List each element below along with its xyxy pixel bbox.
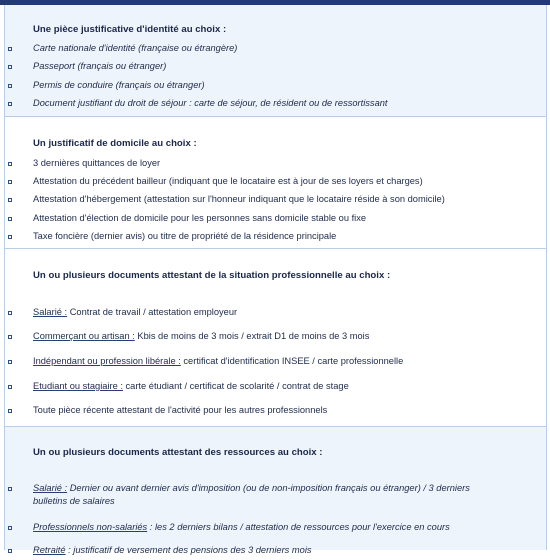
checkbox-bullet-icon	[8, 217, 12, 221]
item-text: Passeport (français ou étranger)	[33, 61, 167, 71]
checkbox-bullet-icon	[8, 162, 12, 166]
checkbox-bullet-icon	[8, 180, 12, 184]
item-text-continuation: bulletins de salaires	[33, 496, 115, 506]
list-item	[5, 97, 546, 113]
list-item	[5, 404, 546, 420]
list-item	[5, 482, 546, 510]
section-domicile	[5, 116, 546, 248]
section-heading: Un ou plusieurs documents attestant de la situation professionnelle au choix :	[33, 270, 391, 281]
item-text	[33, 521, 450, 533]
item-text	[33, 355, 403, 367]
item-text: Carte nationale d'identité (française ou étrangère)	[33, 43, 238, 53]
item-detail: Kbis de moins de 3 mois / extrait D1 de moins de 3 mois	[134, 331, 370, 341]
item-label: Retraité	[33, 545, 66, 555]
item-label: Salarié :	[33, 483, 68, 493]
checkbox-bullet-icon	[8, 65, 12, 69]
checkbox-bullet-icon	[8, 360, 12, 364]
item-label: Professionnels non-salariés	[33, 522, 148, 532]
list-item	[5, 355, 546, 371]
list-item	[5, 212, 546, 228]
checkbox-bullet-icon	[8, 335, 12, 339]
list-item	[5, 230, 546, 246]
list-item	[5, 79, 546, 95]
item-text: Permis de conduire (français ou étranger)	[33, 80, 205, 90]
list-item	[5, 157, 546, 173]
item-text: 3 dernières quittances de loyer	[33, 158, 161, 168]
list-item	[5, 544, 546, 560]
section-heading: Une pièce justificative d'identité au choix :	[33, 24, 227, 35]
item-label: Etudiant ou stagiaire :	[33, 381, 123, 391]
checkbox-bullet-icon	[8, 487, 12, 491]
item-text: Taxe foncière (dernier avis) ou titre de propriété de la résidence principale	[33, 231, 337, 241]
checkbox-bullet-icon	[8, 198, 12, 202]
document-table	[4, 5, 547, 555]
checkbox-bullet-icon	[8, 311, 12, 315]
section-resources	[5, 426, 546, 555]
item-detail: : justificatif de versement des pensions des 3 derniers mois	[65, 545, 312, 555]
item-detail: : les 2 derniers bilans / attestation de ressources pour l'exercice en cours	[147, 522, 450, 532]
item-detail: Dernier ou avant dernier avis d'imposition (ou de non-imposition français ou étranger) / 3 derniers	[67, 483, 470, 493]
section-heading: Un ou plusieurs documents attestant des ressources au choix :	[33, 447, 323, 458]
item-text: Attestation d'élection de domicile pour les personnes sans domicile stable ou fixe	[33, 213, 367, 223]
item-text	[33, 330, 369, 342]
section-identity	[5, 5, 546, 116]
list-item	[5, 175, 546, 191]
checkbox-bullet-icon	[8, 84, 12, 88]
item-label: Indépendant ou profession libérale :	[33, 356, 181, 366]
item-detail: Contrat de travail / attestation employeur	[67, 307, 238, 317]
checkbox-bullet-icon	[8, 235, 12, 239]
checkbox-bullet-icon	[8, 385, 12, 389]
item-text: Document justifiant du droit de séjour : carte de séjour, de résident ou de ressortissant	[33, 98, 388, 108]
list-item	[5, 60, 546, 76]
checkbox-bullet-icon	[8, 409, 12, 413]
list-item	[5, 42, 546, 58]
list-item	[5, 330, 546, 346]
item-text: Attestation du précédent bailleur (indiquant que le locataire est à jour de ses loyers et charges)	[33, 176, 423, 186]
item-text: Attestation d'hébergement (attestation sur l'honneur indiquant que le locataire réside à son domicile)	[33, 194, 445, 204]
item-text: Toute pièce récente attestant de l'activité pour les autres professionnels	[33, 405, 328, 415]
list-item	[5, 193, 546, 209]
item-text	[33, 306, 237, 318]
list-item	[5, 521, 546, 537]
item-text	[33, 544, 312, 556]
item-detail: certificat d'identification INSEE / carte professionnelle	[180, 356, 404, 366]
item-label: Commerçant ou artisan :	[33, 331, 135, 341]
section-professional	[5, 248, 546, 426]
item-detail: carte étudiant / certificat de scolarité / contrat de stage	[122, 381, 349, 391]
item-text	[33, 482, 470, 494]
list-item	[5, 380, 546, 396]
item-label: Salarié :	[33, 307, 68, 317]
checkbox-bullet-icon	[8, 102, 12, 106]
item-text	[33, 380, 349, 392]
list-item	[5, 306, 546, 322]
checkbox-bullet-icon	[8, 47, 12, 51]
section-heading: Un justificatif de domicile au choix :	[33, 138, 197, 149]
checkbox-bullet-icon	[8, 526, 12, 530]
